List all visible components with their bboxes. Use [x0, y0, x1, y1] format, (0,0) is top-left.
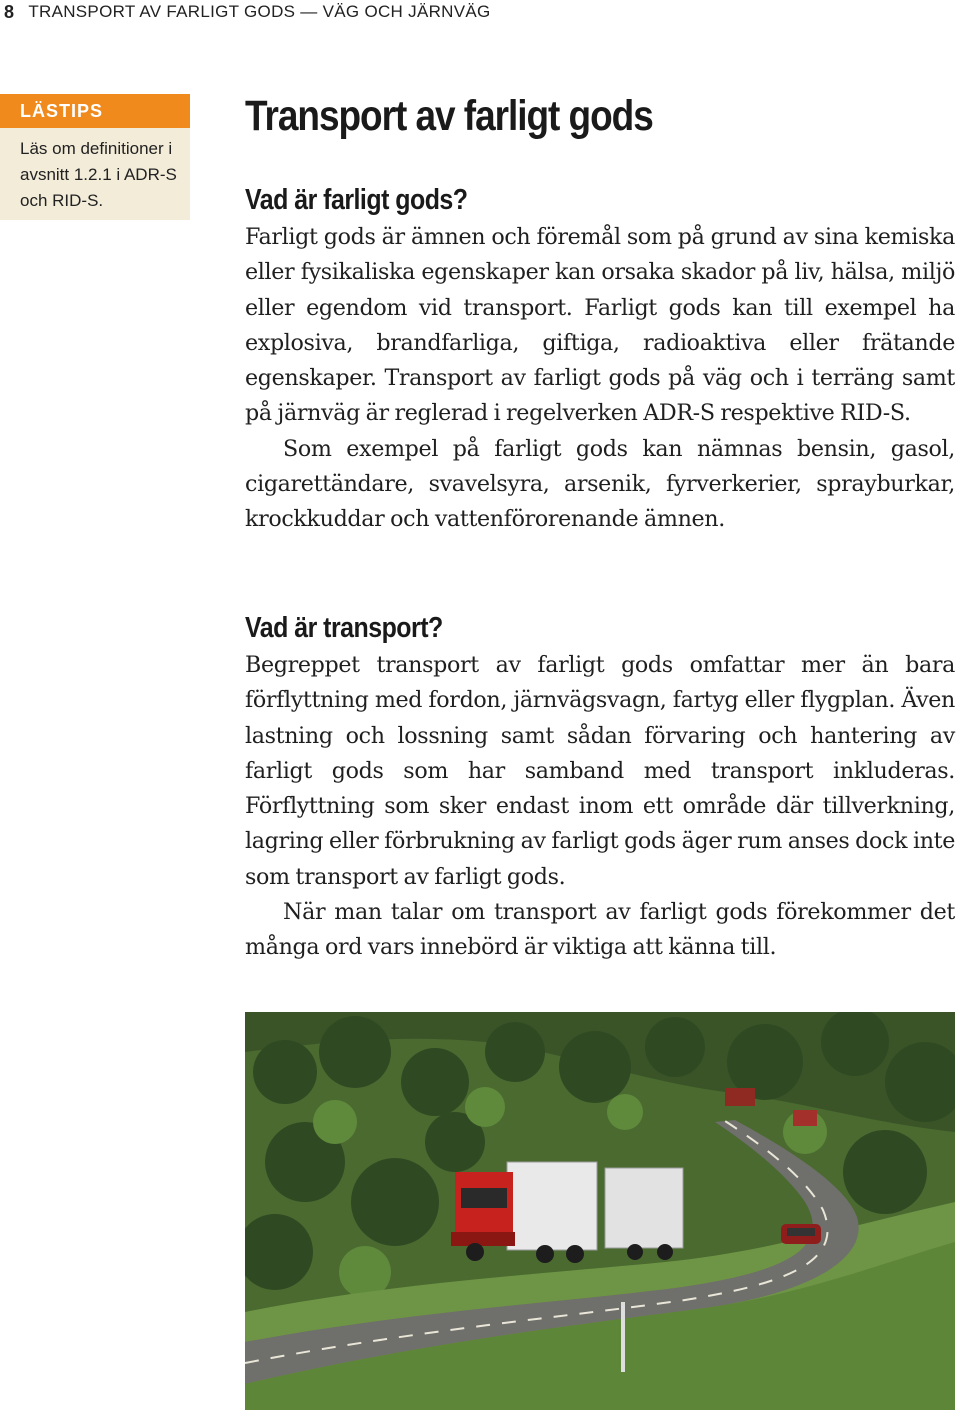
body-paragraph: Farligt gods är ämnen och föremål som på grund av sina kemiska eller fysikaliska egenskaper kan orsaka skador på liv, hälsa, miljö eller egendom vid transport. Farligt gods kan till exempel ha explosiva, brandfarliga, giftiga, radioaktiva eller frätande egenskaper. Transport av farligt gods på väg och i terräng samt på järnväg är reglerad i regelverken ADR-S respektive RID-S.	[245, 224, 955, 427]
page-title: Transport av farligt gods	[245, 92, 653, 140]
running-head-title: TRANSPORT AV FARLIGT GODS — VÄG OCH JÄRNVÄG	[28, 2, 491, 21]
truck-on-road-icon	[245, 1012, 955, 1410]
section-what-is-transport	[245, 612, 955, 966]
body-paragraph: Begreppet transport av farligt gods omfattar mer än bara förflyttning med fordon, järnvägsvagn, fartyg eller flygplan. Även lastning och lossning samt sådan förvaring och hantering av farligt gods som har samband med transport inkluderas. Förflyttning som sker endast inom ett område där tillverkning, lagring eller förbrukning av farligt gods äger rum anses dock inte som transport av farligt gods.	[245, 652, 955, 890]
tip-box-label: LÄSTIPS	[0, 94, 190, 128]
section-heading: Vad är farligt gods?	[245, 184, 468, 216]
section-what-is-dangerous-goods	[245, 184, 955, 538]
body-paragraph: Som exempel på farligt gods kan nämnas bensin, gasol, cigarettändare, svavelsyra, arsenik, fyrverkerier, sprayburkar, krockkuddar och vattenförorenande ämnen.	[245, 435, 955, 533]
tip-box	[0, 94, 190, 220]
tip-box-text: Läs om definitioner i avsnitt 1.2.1 i ADR-S och RID-S.	[20, 139, 177, 210]
running-head	[4, 0, 491, 24]
page-number: 8	[4, 1, 15, 22]
truck-photo	[245, 1012, 955, 1410]
section-heading: Vad är transport?	[245, 612, 443, 644]
body-paragraph: När man talar om transport av farligt gods förekommer det många ord vars innebörd är viktiga att känna till.	[245, 899, 955, 961]
